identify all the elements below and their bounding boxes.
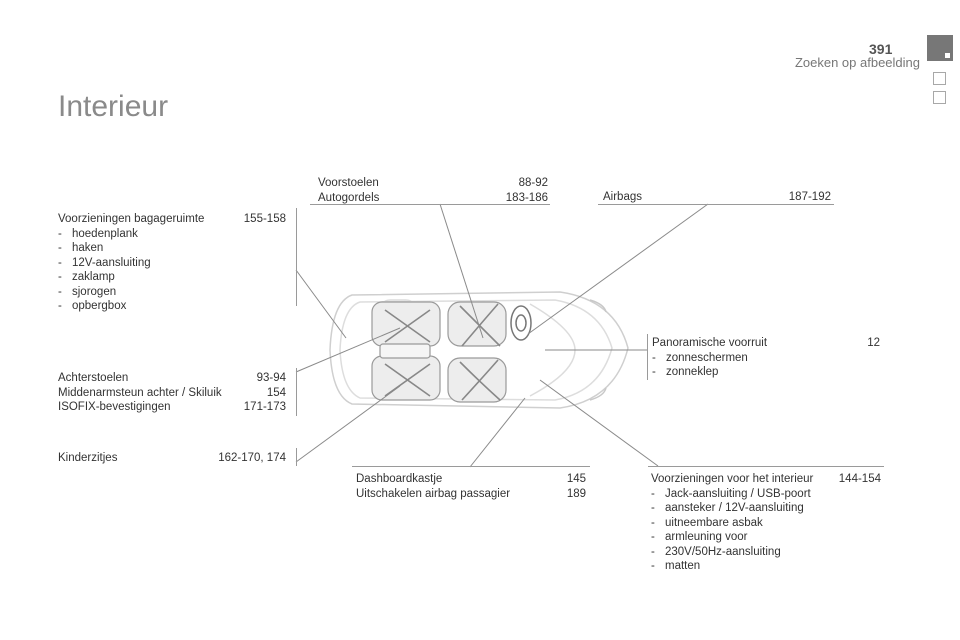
entry-label: Voorzieningen bagageruimte — [58, 213, 205, 225]
entry-kinderzitjes[interactable] — [58, 451, 286, 466]
separator — [310, 204, 550, 205]
sub-item: - 12V-aansluiting — [58, 256, 151, 269]
sub-item: - hoedenplank — [58, 227, 138, 240]
entry-pages: 187-192 — [788, 191, 831, 203]
sub-item: - Jack-aansluiting / USB-poort — [651, 487, 811, 500]
section-title: Zoeken op afbeelding — [794, 55, 920, 70]
entry-label: Middenarmsteun achter / Skiluik — [58, 386, 222, 399]
rear-seats — [372, 302, 440, 400]
entry-label: Kinderzitjes — [58, 452, 118, 464]
separator — [352, 466, 590, 467]
entry-achterstoelen[interactable] — [58, 371, 286, 386]
separator-vertical — [296, 448, 297, 466]
separator-vertical — [647, 334, 648, 380]
entry-pages: 171-173 — [243, 401, 286, 413]
page-number: 391 — [869, 41, 893, 57]
entry-label: ISOFIX-bevestigingen — [58, 401, 171, 413]
block-bagageruimte — [58, 212, 286, 314]
sub-item: - matten — [651, 560, 701, 572]
steering-wheel — [511, 306, 531, 340]
sub-item: - zonneschermen — [652, 351, 748, 364]
entry-pages: 144-154 — [838, 473, 881, 485]
entry-label: Autogordels — [318, 191, 380, 204]
sub-item: - armleuning voor — [651, 531, 748, 543]
entry-label: Airbags — [603, 191, 642, 203]
entry-dashboardkastje[interactable] — [356, 472, 586, 487]
separator — [598, 204, 834, 205]
sub-item: - zonneklep — [652, 366, 719, 378]
entry-pages: 145 — [566, 473, 586, 485]
entry-pages: 88-92 — [518, 177, 548, 189]
entry-pages: 155-158 — [243, 213, 286, 225]
entry-isofix[interactable] — [58, 400, 286, 415]
block-interieur — [651, 472, 881, 574]
sub-item: - 230V/50Hz-aansluiting — [651, 545, 781, 558]
page-title: Interieur — [58, 90, 169, 123]
sub-item: - uitneembare asbak — [651, 516, 763, 529]
block-airbags — [603, 190, 831, 205]
entry-label: Dashboardkastje — [356, 473, 443, 485]
entry-label: Achterstoelen — [58, 372, 129, 384]
front-seats — [448, 302, 506, 402]
entry-label: Voorstoelen — [318, 177, 379, 189]
entry-panoramisch[interactable] — [652, 336, 880, 351]
block-panoramisch — [652, 336, 880, 380]
entry-label: Panoramische voorruit — [652, 337, 768, 349]
entry-pages: 154 — [266, 386, 286, 399]
entry-label: Voorzieningen voor het interieur — [651, 473, 814, 485]
entry-bagageruimte[interactable] — [58, 212, 286, 227]
sub-item: - sjorogen — [58, 285, 117, 298]
entry-pages: 183-186 — [505, 191, 548, 204]
block-kinderzitjes — [58, 451, 286, 466]
sub-item: - haken — [58, 242, 104, 254]
entry-voorstoelen[interactable] — [318, 176, 548, 191]
entry-airbags[interactable] — [603, 190, 831, 205]
entry-pages: 162-170, 174 — [218, 452, 286, 464]
separator — [648, 466, 884, 467]
block-dashboard — [356, 472, 586, 501]
entry-middenarmsteun[interactable] — [58, 386, 286, 401]
block-achterstoelen — [58, 371, 286, 415]
entry-autogordels[interactable] — [318, 191, 548, 206]
block-voorstoelen — [318, 176, 548, 205]
separator-vertical — [296, 368, 297, 416]
entry-pages: 189 — [566, 487, 586, 500]
entry-interieur[interactable] — [651, 472, 881, 487]
sub-item: - opbergbox — [58, 300, 127, 312]
entry-airbag-passagier[interactable] — [356, 487, 586, 502]
sub-item: - aansteker / 12V-aansluiting — [651, 502, 804, 514]
separator-vertical — [296, 208, 297, 306]
sub-item: - zaklamp — [58, 271, 115, 283]
entry-pages: 93-94 — [256, 372, 286, 384]
entry-label: Uitschakelen airbag passagier — [356, 487, 511, 500]
entry-pages: 12 — [867, 337, 880, 349]
